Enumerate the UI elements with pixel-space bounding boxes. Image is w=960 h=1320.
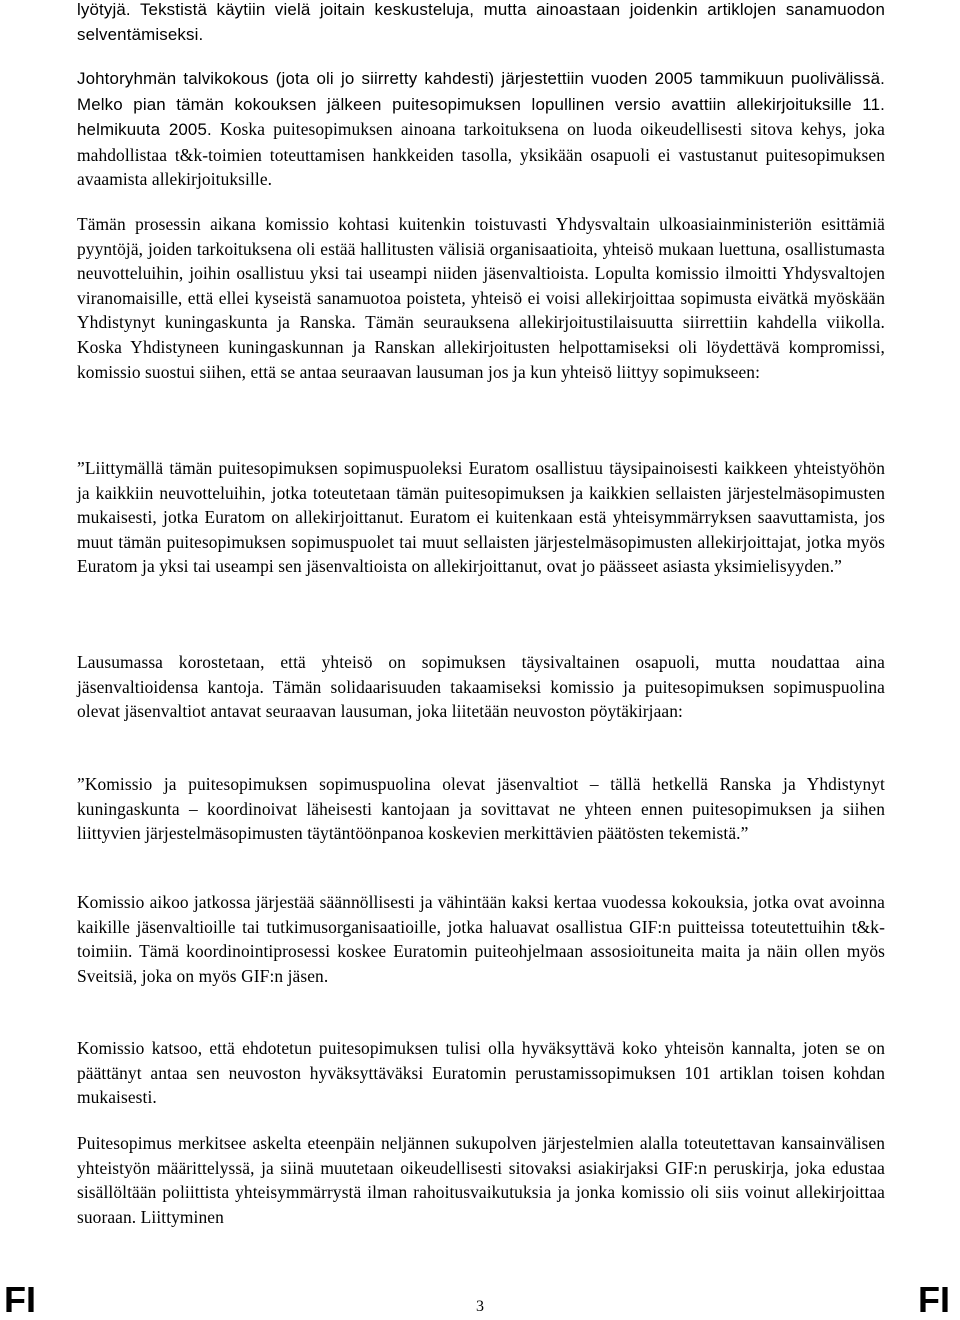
paragraph-framework: Puitesopimus merkitsee askelta eteenpäin neljännen sukupolven järjestelmien alalla toteutettavan kansainvälisen yhteistyön määrittelyssä, ja siinä muutetaan oikeudellisesti sitovaksi asiakirjaksi GIF:n peruskirja, joka edustaa sisällöltään poliittista yhteisymmärrystä ilman rahoitusvaikutuksia ja jonka komissio oli siis voinut allekirjoittaa suoraan. Liittyminen — [77, 1133, 885, 1227]
paragraph-steering-group-sans-text: Johtoryhmän talvikokous (jota oli jo siirretty kahdesti) järjestettiin vuoden 2005 tammikuun puolivälissä. Melko pian tämän kokouksen jälkeen puitesopimuksen lopullinen versio avattiin allekirjoituksille 11. helmikuuta 2005. — [77, 69, 885, 140]
paragraph-meetings: Komissio aikoo jatkossa järjestää säännöllisesti ja vähintään kaksi kertaa vuodessa kokouksia, jotka ovat avoinna kaikille jäsenvaltioille tai tutkimusorganisaatioille, jotka haluavat osallistua GIF:n puitteissa toteutettuihin t&k-toimiin. Tämä koordinointiprosessi koskee Euratomin puiteohjelmaan assosioituneita maita ja näin ollen myös Sveitsiä, joka on myös GIF:n jäsen. — [77, 892, 885, 986]
paragraph-steering-group — [77, 66, 885, 192]
page-number: 3 — [476, 1298, 484, 1315]
quote-declaration-coordination: ”Komissio ja puitesopimuksen sopimuspuolina olevat jäsenvaltiot – tällä hetkellä Ranska ja Yhdistynyt kuningaskunta – koordinoivat läheisesti kantojaan ja sovittavat ne yhteen ennen puitesopimuksen ja siihen liittyvien järjestelmäsopimusten täytäntöönpanoa koskevien merkittävien päätösten tekemistä.” — [77, 774, 885, 844]
paragraph-steering-group-serif-text: Koska puitesopimuksen ainoana tarkoituksena on luoda oikeudellisesti sitova kehys, joka mahdollistaa t&k-toimien toteuttamisen hankkeiden tasolla, yksikään osapuoli ei vastustanut puitesopimuksen avaamista allekirjoituksille. — [77, 119, 885, 190]
footer-language-right: FI — [918, 1279, 950, 1320]
paragraph-solidarity: Lausumassa korostetaan, että yhteisö on sopimuksen täysivaltainen osapuoli, mutta noudattaa aina jäsenvaltioidensa kantoja. Tämän solidaarisuuden takaamiseksi komissio ja puitesopimuksen sopimuspuolina olevat jäsenvaltiot antavat seuraavan lausuman, joka liitetään neuvoston pöytäkirjaan: — [77, 652, 885, 722]
paragraph-process: Tämän prosessin aikana komissio kohtasi kuitenkin toistuvasti Yhdysvaltain ulkoasiainministeriön esittämiä pyyntöjä, joiden tarkoituksena oli estää hallitusten välisiä organisaatioita, yhteisö mukaan luettuna, osallistumasta neuvotteluihin, joihin osallistuu yksi tai useampi niiden jäsenvaltioista. Lopulta komissio ilmoitti Yhdysvaltojen viranomaisille, että ellei kyseistä sanamuotoa poisteta, yhteisö ei voisi allekirjoittaa sopimusta eivätkä myöskään Yhdistynyt kuningaskunta ja Ranska. Tämän seurauksena allekirjoitustilaisuutta siirrettiin kahdella viikolla. Koska Yhdistyneen kuningaskunnan ja Ranskan allekirjoitusten helpottamiseksi oli löydettävä kompromissi, komissio suostui siihen, että se antaa seuraavan lausuman jos ja kun yhteisö liittyy sopimukseen: — [77, 214, 885, 382]
footer-language-left: FI — [4, 1279, 36, 1320]
paragraph-approval: Komissio katsoo, että ehdotetun puitesopimuksen tulisi olla hyväksyttävä koko yhteisön kannalta, joten se on päättänyt antaa sen neuvoston hyväksyttäväksi Euratomin perustamissopimuksen 101 artiklan toisen kohdan mukaisesti. — [77, 1038, 885, 1108]
quote-declaration-euratom: ”Liittymällä tämän puitesopimuksen sopimuspuoleksi Euratom osallistuu täysipainoisesti kaikkeen yhteistyöhön ja kaikkiin neuvotteluihin, jotka toteutetaan tämän puitesopimuksen ja kaikkien sellaisten järjestelmäsopimusten mukaisesti, jotka Euratom on allekirjoittanut. Euratom ei kuitenkaan estä yhteisymmärryksen saavuttamista, jos muut tämän puitesopimuksen sopimuspuolet tai muut sellaisten järjestelmäsopimusten allekirjoittajat, jotka myös Euratom ja yksi tai useampi sen jäsenvaltioista on allekirjoittanut, ovat jo päässeet asiasta yksimielisyyden.” — [77, 458, 885, 577]
paragraph-intro: lyötyjä. Tekstistä käytiin vielä joitain keskusteluja, mutta ainoastaan joidenkin artiklojen sanamuodon selventämiseksi. — [77, 0, 885, 44]
